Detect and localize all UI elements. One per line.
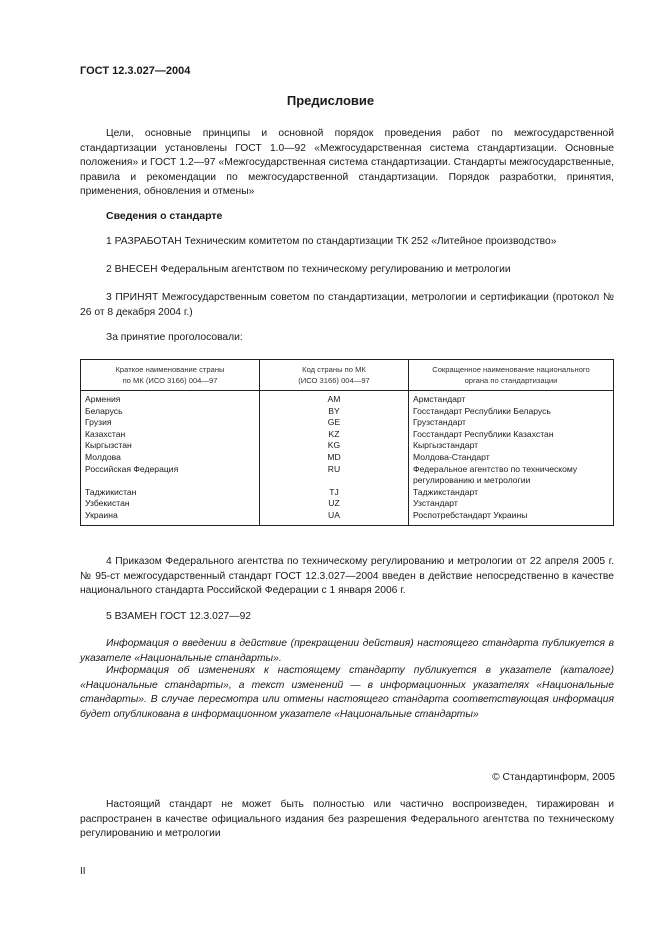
- table-row: [81, 464, 614, 487]
- table-row: [81, 487, 614, 499]
- document-code-header: ГОСТ 12.3.027—2004: [80, 65, 191, 77]
- table-row: [81, 440, 614, 452]
- table-row: [81, 429, 614, 441]
- org-cell: Федеральное агентство по техническому регулированию и метрологии: [409, 464, 614, 487]
- org-cell: Узстандарт: [409, 498, 614, 510]
- country-cell: Российская Федерация: [81, 464, 260, 487]
- header-code: Код страны по МК (ИСО 3166) 004—97: [260, 360, 409, 391]
- info-heading: Сведения о стандарте: [106, 210, 223, 222]
- code-cell: RU: [260, 464, 409, 487]
- country-cell: Кыргызстан: [81, 440, 260, 452]
- header-country: Краткое наименование страны по МК (ИСО 3166) 004—97: [81, 360, 260, 391]
- org-cell: Молдова-Стандарт: [409, 452, 614, 464]
- table-row: [81, 417, 614, 429]
- org-cell: Госстандарт Республики Беларусь: [409, 406, 614, 418]
- code-cell: UA: [260, 510, 409, 525]
- intro-paragraph: Цели, основные принципы и основной порядок проведения работ по межгосударственной стандартизации установлены ГОСТ 1.0—92 «Межгосударственная система стандартизации. Основные положения» и ГОСТ 1.2—97 «Межгосударственная система стандартизации. Стандарты межгосударственные, правила и рекомендации по межгосударственной стандартизации. Порядок разработки, принятия, применения, обновления и отмены»: [80, 128, 614, 198]
- country-cell: Украина: [81, 510, 260, 525]
- org-cell: Роспотребстандарт Украины: [409, 510, 614, 525]
- table-row: [81, 510, 614, 525]
- note-enactment-info: Информация о введении в действие (прекращении действия) настоящего стандарта публикуется в указателе «Национальные стандарты».: [80, 638, 614, 664]
- code-cell: GE: [260, 417, 409, 429]
- page-title: Предисловие: [286, 93, 375, 108]
- copyright-notice: © Стандартинформ, 2005: [492, 772, 615, 783]
- code-cell: AM: [260, 391, 409, 406]
- code-cell: KG: [260, 440, 409, 452]
- code-cell: UZ: [260, 498, 409, 510]
- org-cell: Госстандарт Республики Казахстан: [409, 429, 614, 441]
- code-cell: MD: [260, 452, 409, 464]
- code-cell: TJ: [260, 487, 409, 499]
- item-enacted: 4 Приказом Федерального агентства по техническому регулированию и метрологии от 22 апреля 2005 г. № 95-ст межгосударственный стандарт ГОСТ 12.3.027—2004 введен в действие непосредственно в качестве национального стандарта Российской Федерации с 1 января 2006 г.: [80, 556, 614, 597]
- item-replaces: 5 ВЗАМЕН ГОСТ 12.3.027—92: [106, 611, 252, 622]
- country-cell: Беларусь: [81, 406, 260, 418]
- voted-label: За принятие проголосовали:: [106, 332, 243, 343]
- table-row: [81, 391, 614, 406]
- note-amendments-info: Информация об изменениях к настоящему стандарту публикуется в указателе (каталоге) «Национальные стандарты», а текст изменений — в информационных указателях «Национальные стандарты». В случае пересмотра или отмены настоящего стандарта соответствующая информация будет опубликована в информационном указателе «Национальные стандарты»: [80, 665, 614, 720]
- item-adopted: 3 ПРИНЯТ Межгосударственным советом по стандартизации, метрологии и сертификации (протокол № 26 от 8 декабря 2004 г.): [80, 292, 614, 318]
- header-organization: Сокращенное наименование национального органа по стандартизации: [409, 360, 614, 391]
- org-cell: Грузстандарт: [409, 417, 614, 429]
- voting-table: [80, 359, 614, 526]
- country-cell: Молдова: [81, 452, 260, 464]
- table-header-row: [81, 360, 614, 391]
- code-cell: BY: [260, 406, 409, 418]
- page-number: II: [80, 866, 86, 877]
- table-row: [81, 452, 614, 464]
- org-cell: Таджикстандарт: [409, 487, 614, 499]
- legal-notice: Настоящий стандарт не может быть полностью или частично воспроизведен, тиражирован и распространен в качестве официального издания без разрешения Федерального агентства по техническому регулированию и метрологии: [80, 799, 614, 840]
- org-cell: Армстандарт: [409, 391, 614, 406]
- table-row: [81, 406, 614, 418]
- country-cell: Таджикистан: [81, 487, 260, 499]
- table-row: [81, 498, 614, 510]
- org-cell: Кыргызстандарт: [409, 440, 614, 452]
- country-cell: Грузия: [81, 417, 260, 429]
- item-submitted: 2 ВНЕСЕН Федеральным агентством по техническому регулированию и метрологии: [106, 264, 511, 275]
- code-cell: KZ: [260, 429, 409, 441]
- country-cell: Казахстан: [81, 429, 260, 441]
- country-cell: Узбекистан: [81, 498, 260, 510]
- item-developed: 1 РАЗРАБОТАН Техническим комитетом по стандартизации ТК 252 «Литейное производство»: [106, 236, 557, 247]
- country-cell: Армения: [81, 391, 260, 406]
